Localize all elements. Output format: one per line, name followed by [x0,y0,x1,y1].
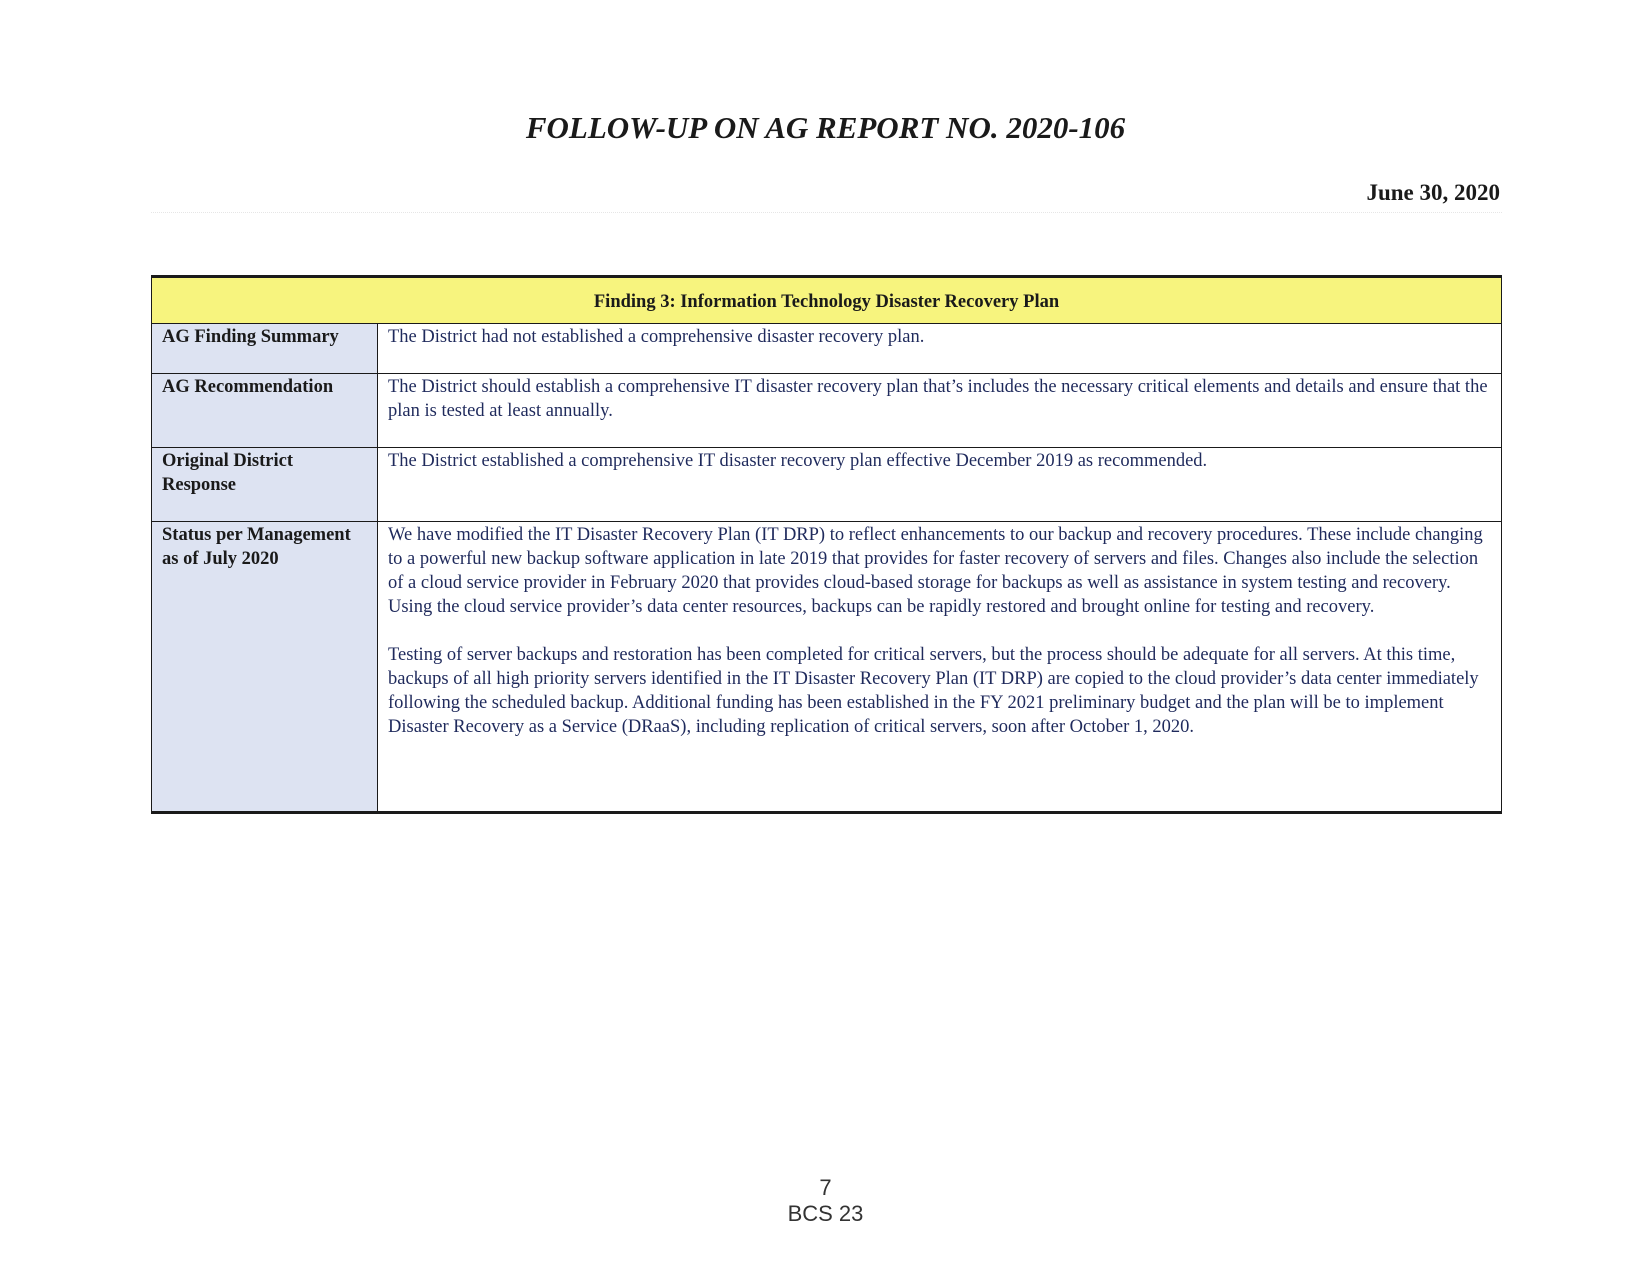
table-row [152,374,1502,448]
finding-header-row [152,277,1502,324]
row-label-ag-recommendation: AG Recommendation [152,374,378,448]
row-label-status-per-management: Status per Management as of July 2020 [152,522,378,813]
row-value-original-district-response [378,448,1502,522]
page-number: 7 [819,1175,832,1200]
row-value-status-per-management [378,522,1502,813]
header-divider [151,212,1502,213]
finding-table [151,275,1502,814]
page-code: BCS 23 [787,1201,864,1226]
paragraph: The District should establish a comprehensive IT disaster recovery plan that’s includes the necessary critical elements and details and ensure that the plan is tested at least annually. [388,377,1488,421]
paragraph: We have modified the IT Disaster Recovery Plan (IT DRP) to reflect enhancements to our backup and recovery procedures. These include changing to a powerful new backup software application in late 2019 that provides for faster recovery of servers and files. Changes also include the selection of a cloud service provider in February 2020 that provides cloud-based storage for backups as well as assistance in system testing and recovery. Using the cloud service provider’s data center resources, backups can be rapidly restored and brought online for testing and recovery. [388,525,1483,617]
table-row [152,448,1502,522]
report-date: June 30, 2020 [1366,180,1500,205]
paragraph: The District had not established a comprehensive disaster recovery plan. [388,327,925,347]
row-value-ag-finding-summary [378,324,1502,374]
table-row [152,522,1502,813]
paragraph: The District established a comprehensive IT disaster recovery plan effective December 2019 as recommended. [388,451,1208,471]
finding-title: Finding 3: Information Technology Disaster Recovery Plan [152,277,1502,324]
report-title: FOLLOW-UP ON AG REPORT NO. 2020-106 [525,110,1126,145]
table-row [152,324,1502,374]
paragraph: Testing of server backups and restoration has been completed for critical servers, but the process should be adequate for all servers. At this time, backups of all high priority servers identified in the IT Disaster Recovery Plan (IT DRP) are copied to the cloud provider’s data center immediately following the scheduled backup. Additional funding has been established in the FY 2021 preliminary budget and the plan will be to implement Disaster Recovery as a Service (DRaaS), including replication of critical servers, soon after October 1, 2020. [388,645,1479,737]
row-value-ag-recommendation [378,374,1502,448]
row-label-ag-finding-summary: AG Finding Summary [152,324,378,374]
row-label-original-district-response: Original District Response [152,448,378,522]
